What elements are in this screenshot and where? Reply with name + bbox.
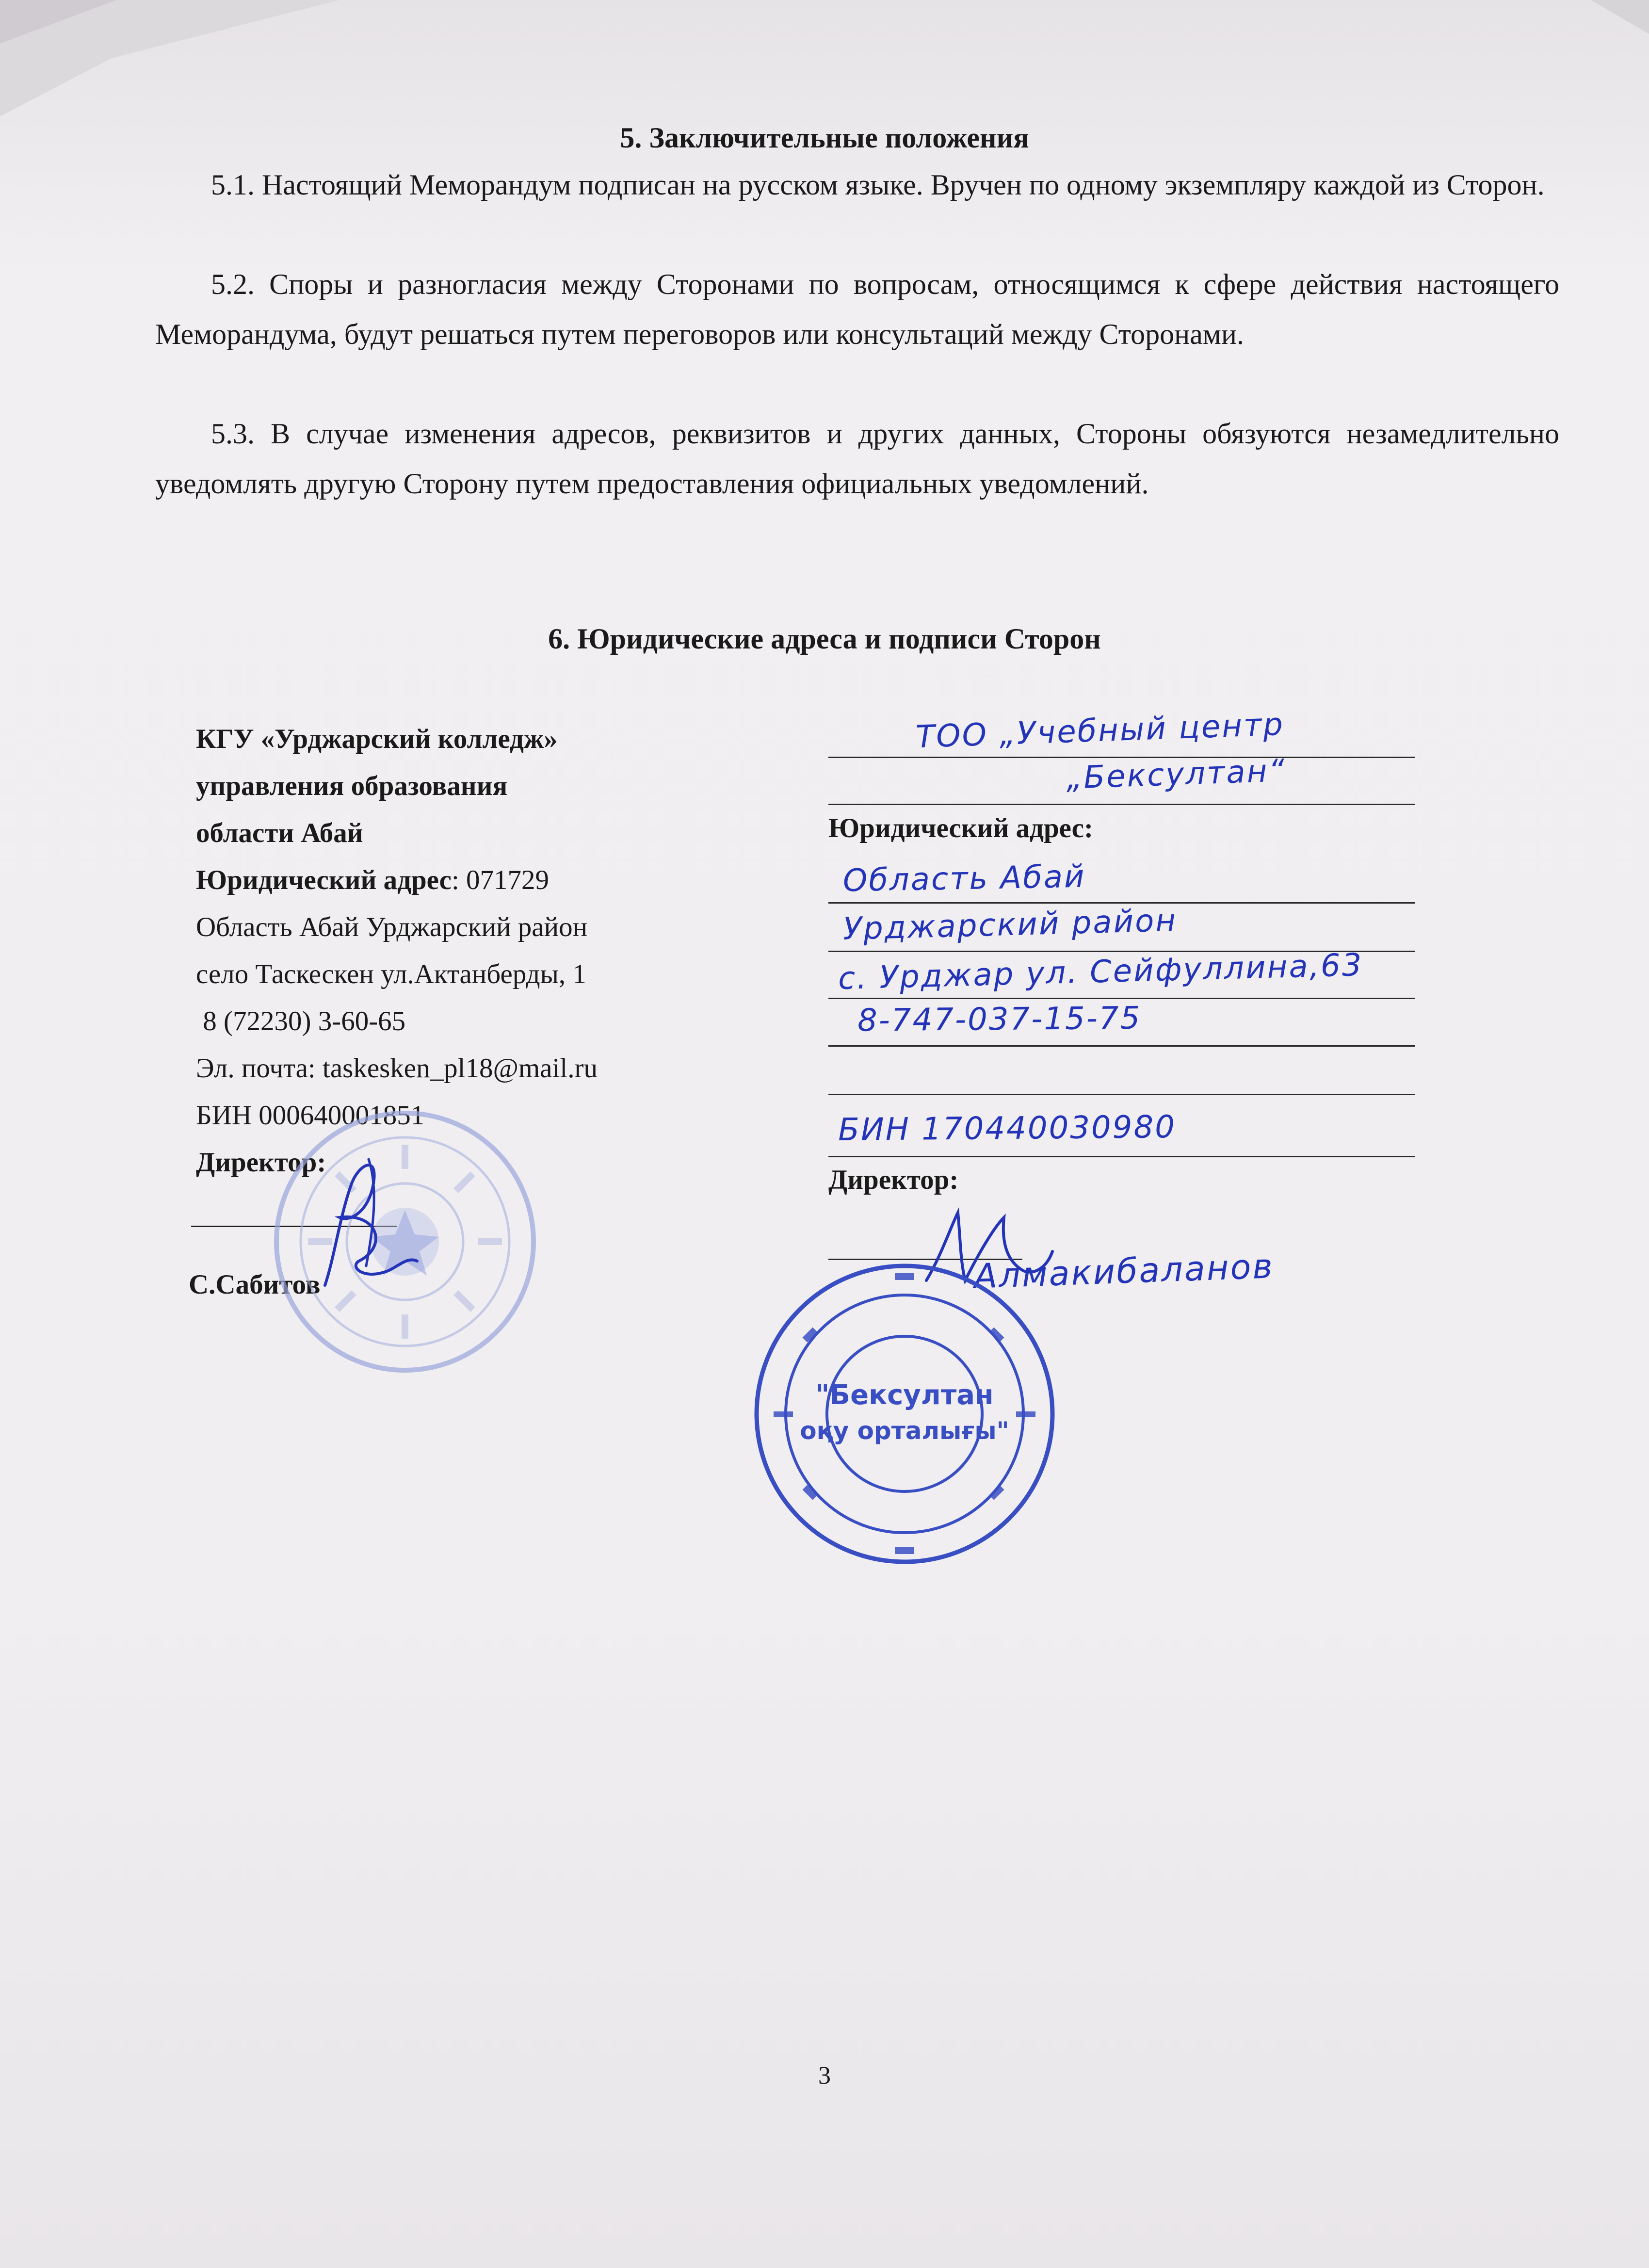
page-number: 3 [818, 2062, 831, 2090]
right-line-5 [828, 998, 1415, 999]
right-hw-name-2: „Бексултан“ [1065, 753, 1287, 796]
right-line-1 [828, 757, 1415, 758]
right-hw-bin: БИН 170440030980 [838, 1109, 1177, 1149]
left-email: Эл. почта: taskesken_pl18@mail.ru [196, 1053, 598, 1084]
left-address-line-2: село Таскескен ул.Актанберды, 1 [196, 959, 586, 989]
section-5-title: 5. Заключительные положения [620, 122, 1029, 154]
stamp-center-line-2: оқу орталығы" [800, 1417, 1009, 1445]
left-address-postcode: : 071729 [451, 865, 550, 895]
right-hw-phone: 8-747-037-15-75 [857, 1000, 1142, 1039]
right-hw-address-1: Область Абай [842, 859, 1086, 899]
section-6-title: 6. Юридические адреса и подписи Сторон [548, 623, 1101, 655]
left-director-label: Директор: [196, 1147, 326, 1178]
clause-5-3: 5.3. В случае изменения адресов, реквизитов и других данных, Стороны обязуются незамедлительно уведомлять другую Сторону путем предоставления официальных уведомлений. [155, 418, 1559, 500]
right-line-2 [828, 804, 1415, 805]
right-hw-signer: Алмакибаланов [973, 1246, 1275, 1296]
left-phone: 8 (72230) 3-60-65 [196, 1006, 406, 1037]
right-line-3 [828, 902, 1415, 904]
left-handwritten-signature [306, 1140, 432, 1300]
right-line-7 [828, 1094, 1415, 1095]
right-line-6 [828, 1045, 1415, 1047]
clause-5-1: 5.1. Настоящий Меморандум подписан на русском языке. Вручен по одному экземпляру каждой из Сторон. [211, 169, 1545, 201]
left-address-label: Юридический адрес [196, 865, 452, 895]
left-address-row [196, 857, 836, 904]
right-address-label: Юридический адрес: [828, 813, 1093, 843]
right-hw-name-1: ТОО „Учебный центр [915, 706, 1285, 756]
clause-5-2: 5.2. Споры и разногласия между Сторонами по вопросам, относящимся к сфере действия настоящего Меморандума, будут решаться путем переговоров или консультаций между Сторонами. [155, 268, 1559, 350]
left-address-line-1: Область Абай Урджарский район [196, 912, 588, 942]
left-party-name-2: управления образования [196, 771, 508, 801]
right-hw-address-2: Урджарский район [842, 902, 1178, 948]
right-line-8 [828, 1156, 1415, 1157]
right-director-label: Директор: [828, 1165, 959, 1195]
left-bin: БИН 000640001851 [196, 1100, 425, 1131]
left-signer-name: С.Сабитов [189, 1269, 321, 1300]
right-hw-address-3: с. Урджар ул. Сейфуллина,63 [838, 947, 1364, 997]
left-party-name-1: КГУ «Урджарский колледж» [196, 724, 558, 754]
stamp-center-line-1: "Бексултан [815, 1379, 994, 1411]
right-seal-stamp [749, 1259, 1060, 1569]
left-party-name-3: области Абай [196, 818, 363, 848]
